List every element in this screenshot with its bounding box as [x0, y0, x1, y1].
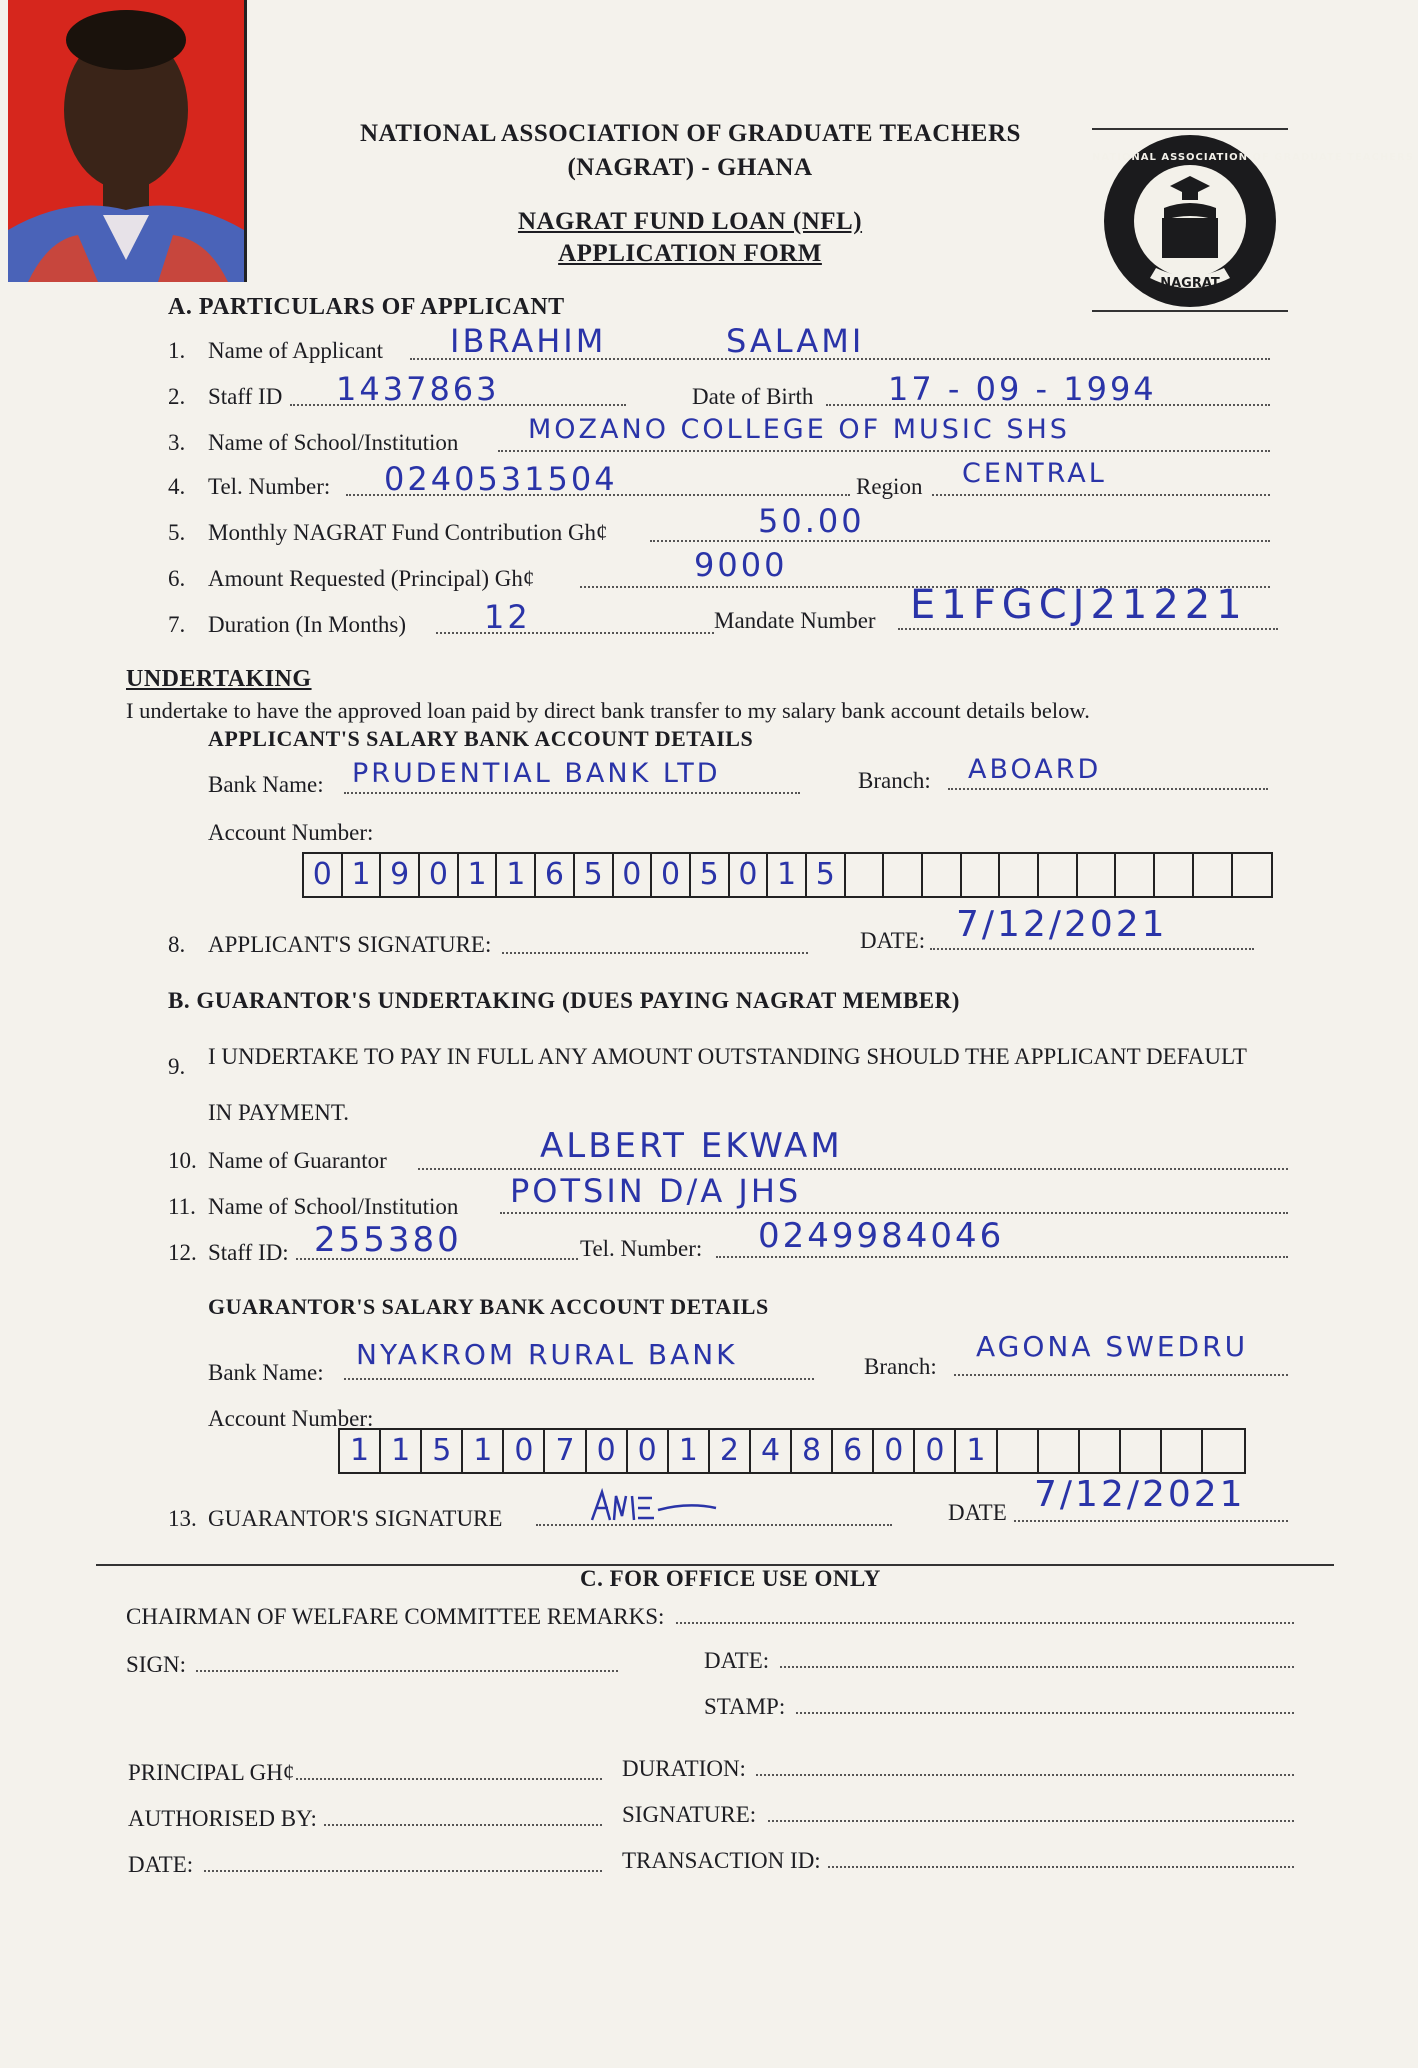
guarantor-tel-line[interactable] — [716, 1256, 1288, 1258]
account-digit-box[interactable] — [1121, 1430, 1162, 1472]
account-digit-box[interactable] — [1080, 1430, 1121, 1472]
school-value: MOZANO COLLEGE OF MUSIC SHS — [528, 414, 1070, 445]
applicant-photo — [8, 0, 247, 282]
guarantor-tel-value: 0249984046 — [758, 1216, 1005, 1256]
guarantor-name-line[interactable] — [418, 1168, 1288, 1170]
account-digit-box[interactable] — [1039, 854, 1078, 896]
account-digit-box[interactable]: 0 — [915, 1430, 956, 1472]
contribution-line[interactable] — [650, 540, 1270, 542]
applicant-branch-value: ABOARD — [968, 754, 1102, 785]
form-title-line1: NAGRAT FUND LOAN (NFL) — [517, 208, 863, 235]
applicant-bank-name-label: Bank Name: — [208, 772, 324, 797]
section-a-heading: A. PARTICULARS OF APPLICANT — [168, 294, 565, 320]
guarantor-signature-mark — [588, 1486, 728, 1526]
account-digit-box[interactable]: 6 — [833, 1430, 874, 1472]
mandate-line[interactable] — [898, 628, 1278, 630]
transaction-id-line[interactable] — [828, 1866, 1294, 1868]
account-digit-box[interactable] — [1155, 854, 1194, 896]
contribution-label: Monthly NAGRAT Fund Contribution Gh¢ — [208, 520, 608, 545]
guarantor-tel-label: Tel. Number: — [580, 1236, 703, 1261]
chairman-remarks-label: CHAIRMAN OF WELFARE COMMITTEE REMARKS: — [126, 1604, 665, 1629]
applicant-portrait-image — [8, 0, 244, 282]
guarantor-bank-name-label: Bank Name: — [208, 1360, 324, 1385]
amount-label: Amount Requested (Principal) Gh¢ — [208, 566, 535, 591]
stamp-label: STAMP: — [704, 1694, 786, 1719]
applicant-branch-line[interactable] — [948, 788, 1268, 790]
account-digit-box[interactable]: 7 — [545, 1430, 586, 1472]
duration-line[interactable] — [436, 632, 714, 634]
account-digit-box[interactable]: 1 — [463, 1430, 504, 1472]
applicant-bank-heading: APPLICANT'S SALARY BANK ACCOUNT DETAILS — [208, 726, 754, 751]
guarantor-bank-name-value: NYAKROM RURAL BANK — [356, 1338, 738, 1371]
office-date2-label: DATE: — [128, 1852, 194, 1877]
applicant-account-label: Account Number: — [208, 820, 374, 845]
applicant-account-number-boxes[interactable] — [302, 852, 1273, 898]
chairman-remarks-line[interactable] — [676, 1622, 1294, 1624]
row-number: 6. — [168, 566, 186, 591]
account-digit-box[interactable] — [962, 854, 1001, 896]
office-date-line[interactable] — [780, 1666, 1294, 1668]
account-digit-box[interactable]: 0 — [614, 854, 653, 896]
office-duration-label: DURATION: — [622, 1756, 746, 1781]
account-digit-box[interactable]: 0 — [652, 854, 691, 896]
row-number: 11. — [168, 1194, 196, 1219]
guarantor-date-value: 7/12/2021 — [1034, 1474, 1246, 1515]
row-number: 1. — [168, 338, 186, 363]
account-digit-box[interactable] — [1233, 854, 1272, 896]
account-digit-box[interactable]: 5 — [691, 854, 730, 896]
account-digit-box[interactable]: 0 — [730, 854, 769, 896]
account-digit-box[interactable]: 0 — [504, 1430, 545, 1472]
row-number: 2. — [168, 384, 186, 409]
office-signature-label: SIGNATURE: — [622, 1802, 757, 1827]
account-digit-box[interactable]: 1 — [340, 1430, 381, 1472]
guarantor-staff-id-label: Staff ID: — [208, 1240, 289, 1265]
transaction-id-label: TRANSACTION ID: — [622, 1848, 821, 1873]
row-number: 4. — [168, 474, 186, 499]
account-digit-box[interactable]: 5 — [422, 1430, 463, 1472]
row-number: 8. — [168, 932, 186, 957]
row-number: 7. — [168, 612, 186, 637]
office-date-label: DATE: — [704, 1648, 770, 1673]
applicant-signature-line[interactable] — [502, 952, 808, 954]
contribution-value: 50.00 — [758, 502, 865, 540]
row-number: 10. — [168, 1148, 197, 1173]
account-digit-box[interactable]: 1 — [381, 1430, 422, 1472]
office-duration-line[interactable] — [756, 1774, 1294, 1776]
account-digit-box[interactable]: 5 — [575, 854, 614, 896]
guarantor-school-line[interactable] — [500, 1212, 1288, 1214]
account-digit-box[interactable] — [884, 854, 923, 896]
account-digit-box[interactable]: 1 — [768, 854, 807, 896]
applicant-last-name: SALAMI — [726, 322, 865, 360]
nagrat-logo — [1092, 128, 1414, 314]
dob-value: 17 - 09 - 1994 — [888, 370, 1157, 408]
school-line[interactable] — [498, 450, 1270, 452]
account-digit-box[interactable]: 1 — [497, 854, 536, 896]
account-digit-box[interactable]: 1 — [956, 1430, 997, 1472]
account-digit-box[interactable]: 5 — [807, 854, 846, 896]
region-line[interactable] — [932, 494, 1270, 496]
logo-bottom-text: NAGRAT — [1160, 276, 1220, 291]
account-digit-box[interactable]: 0 — [587, 1430, 628, 1472]
guarantor-school-label: Name of School/Institution — [208, 1194, 459, 1219]
account-digit-box[interactable] — [1162, 1430, 1203, 1472]
guarantor-signature-label: GUARANTOR'S SIGNATURE — [208, 1506, 503, 1531]
account-digit-box[interactable]: 0 — [874, 1430, 915, 1472]
undertaking-heading: UNDERTAKING — [126, 666, 312, 692]
tel-value: 0240531504 — [384, 460, 618, 498]
office-signature-line[interactable] — [768, 1820, 1294, 1822]
account-digit-box[interactable]: 1 — [459, 854, 498, 896]
guarantor-statement-line2: IN PAYMENT. — [208, 1100, 350, 1125]
sign-label: SIGN: — [126, 1652, 187, 1677]
principal-label: PRINCIPAL GH¢ — [128, 1760, 295, 1785]
guarantor-staff-id-value: 255380 — [314, 1220, 462, 1260]
amount-value: 9000 — [694, 546, 788, 584]
account-digit-box[interactable] — [1000, 854, 1039, 896]
account-digit-box[interactable] — [998, 1430, 1039, 1472]
stamp-line[interactable] — [796, 1712, 1294, 1714]
region-value: CENTRAL — [962, 458, 1107, 489]
account-digit-box[interactable] — [923, 854, 962, 896]
applicant-name-label: Name of Applicant — [208, 338, 384, 363]
guarantor-date-line[interactable] — [1014, 1520, 1288, 1522]
guarantor-branch-value: AGONA SWEDRU — [976, 1330, 1249, 1363]
applicant-date-line[interactable] — [930, 948, 1254, 950]
account-digit-box[interactable]: 0 — [304, 854, 343, 896]
guarantor-branch-line[interactable] — [954, 1374, 1288, 1376]
row-number: 3. — [168, 430, 186, 455]
guarantor-account-label: Account Number: — [208, 1406, 374, 1431]
mandate-label: Mandate Number — [714, 608, 876, 633]
school-label: Name of School/Institution — [208, 430, 459, 455]
applicant-first-name: IBRAHIM — [450, 322, 607, 360]
account-digit-box[interactable]: 1 — [669, 1430, 710, 1472]
account-digit-box[interactable]: 9 — [381, 854, 420, 896]
row-number: 5. — [168, 520, 186, 545]
guarantor-school-value: POTSIN D/A JHS — [510, 1172, 802, 1210]
org-name-line2: (NAGRAT) - GHANA — [567, 154, 813, 181]
account-digit-box[interactable]: 8 — [792, 1430, 833, 1472]
region-label: Region — [856, 474, 923, 499]
authorised-by-label: AUTHORISED BY: — [128, 1806, 317, 1831]
office-date2-line[interactable] — [204, 1870, 602, 1872]
sign-line[interactable] — [196, 1670, 618, 1672]
mandate-value: E1FGCJ21221 — [910, 582, 1248, 628]
applicant-signature-label: APPLICANT'S SIGNATURE: — [208, 932, 492, 957]
account-digit-box[interactable]: 1 — [343, 854, 382, 896]
applicant-branch-label: Branch: — [858, 768, 931, 793]
row-number: 13. — [168, 1506, 197, 1531]
authorised-by-line[interactable] — [324, 1824, 602, 1826]
applicant-bank-name-value: PRUDENTIAL BANK LTD — [352, 758, 721, 789]
account-digit-box[interactable] — [846, 854, 885, 896]
applicant-date-value: 7/12/2021 — [956, 904, 1168, 945]
staff-id-value: 1437863 — [336, 370, 500, 408]
logo-ring-text: NATIONAL ASSOCIATION OF GRADUATE TEACHERS — [1092, 152, 1414, 163]
org-name-line1: NATIONAL ASSOCIATION OF GRADUATE TEACHERS — [360, 120, 1021, 147]
guarantor-name-label: Name of Guarantor — [208, 1148, 387, 1173]
account-digit-box[interactable] — [1116, 854, 1155, 896]
account-digit-box[interactable]: 4 — [751, 1430, 792, 1472]
account-digit-box[interactable] — [1039, 1430, 1080, 1472]
row-number: 12. — [168, 1240, 197, 1265]
guarantor-account-number-boxes[interactable] — [338, 1428, 1246, 1474]
undertaking-text: I undertake to have the approved loan paid by direct bank transfer to my salary bank account details below. — [126, 698, 1090, 723]
guarantor-statement-line1: I UNDERTAKE TO PAY IN FULL ANY AMOUNT OUTSTANDING SHOULD THE APPLICANT DEFAULT — [208, 1044, 1247, 1069]
row-number: 9. — [168, 1054, 186, 1079]
staff-id-label: Staff ID — [208, 384, 283, 409]
applicant-date-label: DATE: — [860, 928, 926, 953]
account-digit-box[interactable]: 0 — [628, 1430, 669, 1472]
dob-label: Date of Birth — [692, 384, 814, 409]
guarantor-bank-heading: GUARANTOR'S SALARY BANK ACCOUNT DETAILS — [208, 1294, 769, 1319]
guarantor-bank-name-line[interactable] — [344, 1378, 814, 1380]
form-title-line2: APPLICATION FORM — [558, 240, 822, 267]
guarantor-name-value: ALBERT EKWAM — [540, 1126, 843, 1166]
section-b-heading: B. GUARANTOR'S UNDERTAKING (DUES PAYING NAGRAT MEMBER) — [168, 988, 960, 1013]
guarantor-date-label: DATE — [948, 1500, 1007, 1525]
account-digit-box[interactable] — [1203, 1430, 1244, 1472]
account-digit-box[interactable]: 2 — [710, 1430, 751, 1472]
applicant-bank-name-line[interactable] — [344, 792, 800, 794]
section-c-heading: C. FOR OFFICE USE ONLY — [580, 1566, 881, 1591]
account-digit-box[interactable]: 6 — [536, 854, 575, 896]
principal-line[interactable] — [296, 1778, 602, 1780]
account-digit-box[interactable] — [1078, 854, 1117, 896]
duration-label: Duration (In Months) — [208, 612, 407, 637]
duration-value: 12 — [484, 598, 531, 636]
account-digit-box[interactable]: 0 — [420, 854, 459, 896]
guarantor-branch-label: Branch: — [864, 1354, 937, 1379]
tel-label: Tel. Number: — [208, 474, 331, 499]
account-digit-box[interactable] — [1194, 854, 1233, 896]
